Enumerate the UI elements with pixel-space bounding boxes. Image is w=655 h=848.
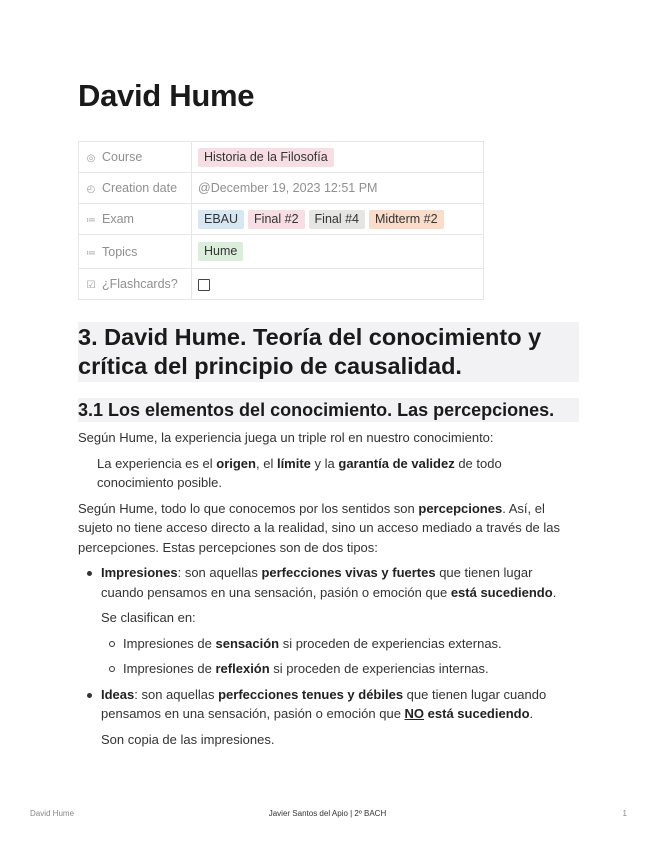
quote-block: La experiencia es el origen, el límite y la garantía de validez de todo conocimiento posible.	[97, 455, 502, 490]
property-label: Course	[102, 150, 143, 164]
flashcards-checkbox[interactable]	[198, 279, 210, 291]
sub-bullet-list	[101, 634, 578, 679]
course-tag[interactable]: Historia de la Filosofía	[198, 148, 334, 167]
page-number: 1	[622, 809, 627, 818]
list-item-ideas: Ideas: son aquellas perfecciones tenues y débiles que tienen lugar cuando pensamos en una sensación, pasión o emoción que NO está sucediendo. Son copia de las impresiones.	[78, 685, 578, 750]
checkbox-icon: ☑	[86, 280, 96, 291]
list-item: Impresiones de reflexión si proceden de experiencias internas.	[101, 659, 578, 679]
property-exam	[79, 204, 484, 235]
property-label: Creation date	[102, 181, 178, 195]
topic-tag-hume[interactable]: Hume	[198, 242, 243, 261]
property-label: Exam	[102, 212, 134, 226]
creation-date-value: @December 19, 2023 12:51 PM	[192, 173, 484, 204]
exam-tag-ebau[interactable]: EBAU	[198, 210, 244, 229]
subsection-heading: 3.1 Los elementos del conocimiento. Las percepciones.	[78, 398, 579, 422]
list-item: Impresiones de sensación si proceden de experiencias externas.	[101, 634, 578, 654]
clock-icon: ◴	[86, 184, 96, 195]
exam-tag-midterm-2[interactable]: Midterm #2	[369, 210, 444, 229]
property-course	[79, 142, 484, 173]
list-icon: ≔	[86, 247, 96, 259]
document-body	[78, 428, 578, 755]
property-flashcards	[79, 269, 484, 300]
paragraph: Se clasifican en:	[101, 610, 196, 625]
property-label: Topics	[102, 244, 138, 259]
paragraph: Según Hume, la experiencia juega un triple rol en nuestro conocimiento:	[78, 430, 494, 445]
property-creation-date	[79, 173, 484, 204]
paragraph: Según Hume, todo lo que conocemos por los sentidos son percepciones. Así, el sujeto no tiene acceso directo a la realidad, sino un acceso mediado a través de las percepciones. Estas percepciones son de dos tipos:	[78, 500, 561, 555]
properties-table	[78, 141, 484, 300]
bullet-list	[78, 563, 578, 749]
footer-left: David Hume	[30, 809, 75, 818]
paragraph: Son copia de las impresiones.	[101, 731, 275, 747]
page-title: David Hume	[78, 78, 255, 113]
exam-tag-final-2[interactable]: Final #2	[248, 210, 304, 229]
footer-center: Javier Santos del Apio | 2º BACH	[268, 809, 387, 818]
property-topics	[79, 235, 484, 269]
exam-tag-final-4[interactable]: Final #4	[309, 210, 365, 229]
list-icon: ≔	[86, 215, 96, 226]
property-label: ¿Flashcards?	[102, 277, 178, 291]
list-item-impresiones: Impresiones: son aquellas perfecciones vivas y fuertes que tienen lugar cuando pensamos en una sensación, pasión o emoción que está sucediendo. Se clasifican en: Impresiones de sensación si proceden de experiencias externas. Impresiones de reflexión si proceden de experiencias internas.	[78, 563, 578, 679]
target-icon: ◎	[86, 153, 96, 164]
section-heading: 3. David Hume. Teoría del conocimiento y crítica del principio de causalidad.	[78, 322, 579, 382]
